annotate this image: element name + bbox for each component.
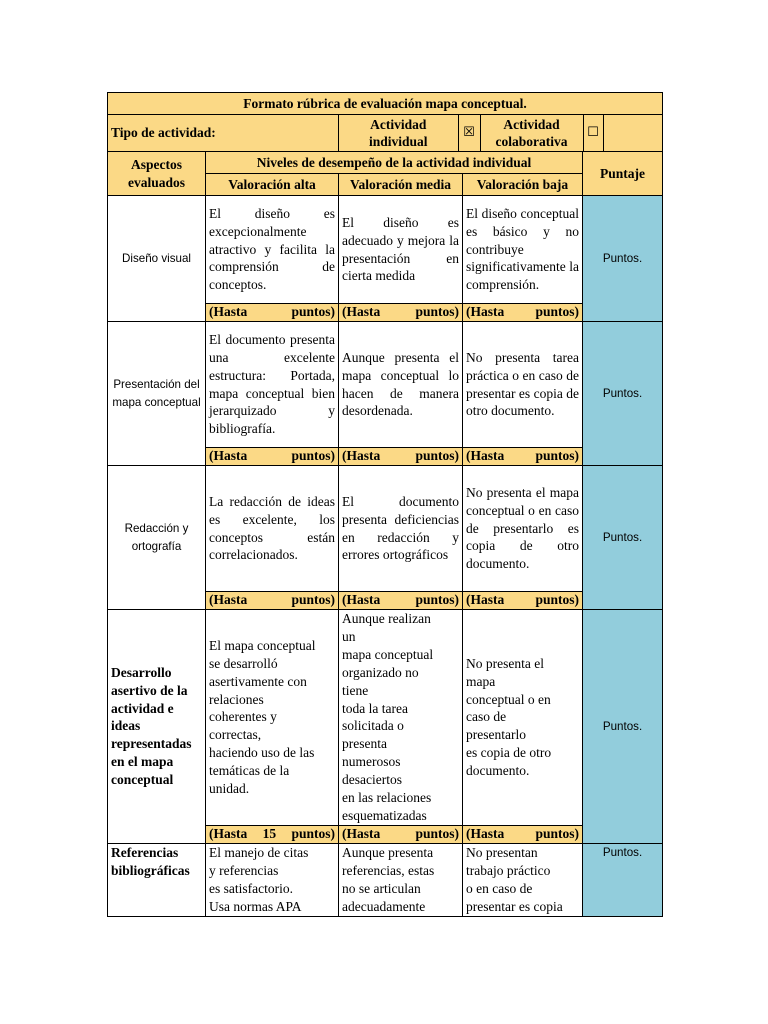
table-row xyxy=(108,466,663,592)
puntos-cell: Puntos. xyxy=(583,610,663,844)
puntos-cell: Puntos. xyxy=(583,466,663,610)
aspect-cell: Diseño visual xyxy=(108,196,206,322)
niveles-header: Niveles de desempeño de la actividad individual xyxy=(206,152,583,174)
aspect-cell: Redacción y ortografía xyxy=(108,466,206,610)
hasta-media: (Hasta puntos) xyxy=(339,825,463,843)
hasta-alta: (Hasta puntos) xyxy=(206,304,339,322)
aspect-cell: Presentación del mapa conceptual xyxy=(108,322,206,466)
hasta-alta: (Hasta 15 puntos) xyxy=(206,825,339,843)
alta-cell: La redacción de ideas es excelente, los conceptos están correlacionados. xyxy=(206,466,339,592)
aspect-cell: Desarrollo asertivo de la actividad e ideas representadas en el mapa conceptual xyxy=(108,610,206,844)
hasta-media: (Hasta puntos) xyxy=(339,448,463,466)
media-cell: Aunque realizan un mapa conceptual organizado no tiene toda la tarea solicitada o presenta numerosos desaciertos en las relaciones esquematizadas xyxy=(339,610,463,826)
baja-cell: El diseño conceptual es básico y no contribuye significativamente la comprensión. xyxy=(463,196,583,304)
media-cell: Aunque presenta el mapa conceptual lo hacen de manera desordenada. xyxy=(339,322,463,448)
alta-header: Valoración alta xyxy=(206,174,339,196)
puntaje-header: Puntaje xyxy=(583,152,663,196)
media-cell: Aunque presenta referencias, estas no se articulan adecuadamente xyxy=(339,843,463,916)
puntos-cell: Puntos. xyxy=(583,322,663,466)
media-cell: El diseño es adecuado y mejora la presentación en cierta medida xyxy=(339,196,463,304)
puntos-cell: Puntos. xyxy=(583,843,663,916)
hasta-alta: (Hasta puntos) xyxy=(206,448,339,466)
table-title: Formato rúbrica de evaluación mapa conceptual. xyxy=(108,93,663,115)
alta-cell: El mapa conceptual se desarrolló asertivamente con relaciones coherentes y correctas, haciendo uso de las temáticas de la unidad. xyxy=(206,610,339,826)
media-header: Valoración media xyxy=(339,174,463,196)
individual-option-label: Actividad individual xyxy=(339,115,458,151)
baja-cell: No presenta el mapa conceptual o en caso de presentarlo es copia de otro documento. xyxy=(463,610,583,826)
aspect-cell: Referencias bibliográficas xyxy=(108,843,206,916)
baja-cell: No presentan trabajo práctico o en caso de presentar es copia xyxy=(463,843,583,916)
table-row xyxy=(108,843,663,916)
hasta-baja: (Hasta puntos) xyxy=(463,592,583,610)
puntos-cell: Puntos. xyxy=(583,196,663,322)
media-cell: El documento presenta deficiencias en redacción y errores ortográficos xyxy=(339,466,463,592)
alta-cell: El documento presenta una excelente estructura: Portada, mapa conceptual bien jerarquizado y bibliografía. xyxy=(206,322,339,448)
baja-cell: No presenta tarea práctica o en caso de presentar es copia de otro documento. xyxy=(463,322,583,448)
hasta-baja: (Hasta puntos) xyxy=(463,448,583,466)
activity-options xyxy=(339,115,663,152)
colaborativa-checkbox[interactable]: ☐ xyxy=(583,115,603,151)
table-row xyxy=(108,196,663,304)
aspectos-header: Aspectos evaluados xyxy=(108,152,206,196)
baja-header: Valoración baja xyxy=(463,174,583,196)
title-row xyxy=(108,93,663,115)
hasta-alta: (Hasta puntos) xyxy=(206,592,339,610)
baja-cell: No presenta el mapa conceptual o en caso de presentarlo es copia de otro documento. xyxy=(463,466,583,592)
rubric-table xyxy=(107,92,663,917)
header-row-1 xyxy=(108,152,663,174)
table-row xyxy=(108,610,663,826)
activity-type-label: Tipo de actividad: xyxy=(108,115,339,152)
colaborativa-option-label: Actividad colaborativa xyxy=(480,115,583,151)
alta-cell: El manejo de citas y referencias es satisfactorio. Usa normas APA xyxy=(206,843,339,916)
hasta-baja: (Hasta puntos) xyxy=(463,304,583,322)
activity-type-row xyxy=(108,115,663,152)
hasta-media: (Hasta puntos) xyxy=(339,592,463,610)
activity-options-inner xyxy=(339,115,662,151)
individual-checkbox[interactable]: ☒ xyxy=(458,115,480,151)
table-row xyxy=(108,322,663,448)
alta-cell: El diseño es excepcionalmente atractivo y facilita la comprensión de conceptos. xyxy=(206,196,339,304)
hasta-baja: (Hasta puntos) xyxy=(463,825,583,843)
hasta-media: (Hasta puntos) xyxy=(339,304,463,322)
